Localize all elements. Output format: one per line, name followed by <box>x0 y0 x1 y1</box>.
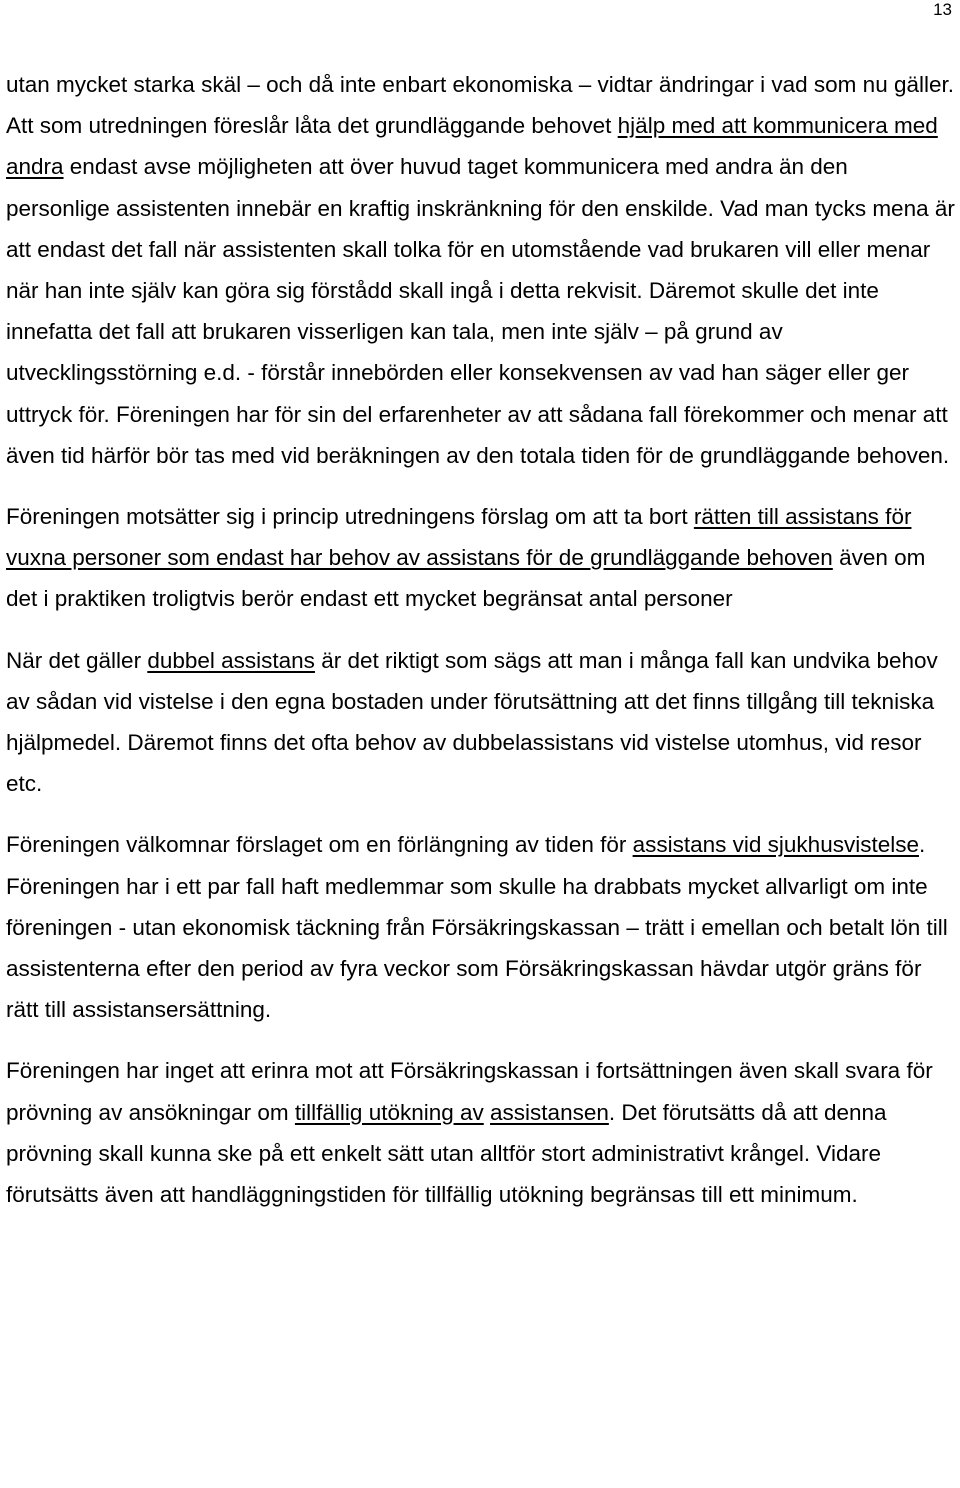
paragraph-6 <box>6 1050 956 1215</box>
paragraph-5-text-a: Föreningen välkomnar förslaget om en förlängning av tiden för <box>6 832 633 858</box>
paragraph-6-text-b: . Det förutsätts då att denna prövning skall kunna ske på ett enkelt sätt utan alltför stort administrativt krångel. Vidare förutsätts även att handläggningstiden för tillfällig utökning begränsas till ett minimum. <box>6 1099 887 1208</box>
underlined-phrase-communication: hjälp med att kommunicera med andra <box>6 113 938 180</box>
paragraph-5-text-b: . Föreningen har i ett par fall haft medlemmar som skulle ha drabbats mycket allvarligt om inte föreningen - utan ekonomisk täckning från Försäkringskassan – trätt i emellan och betalt lön till assistenterna efter den period av fyra veckor som Försäkringskassan hävdar utgör gräns för rätt till assistansersättning. <box>6 832 948 1023</box>
paragraph-3-text-b: även om det i praktiken troligtvis berör endast ett mycket begränsat antal personer <box>6 545 926 612</box>
underlined-phrase-double-assistance: dubbel assistans <box>147 647 315 673</box>
underlined-phrase-assistance: assistansen <box>490 1099 609 1125</box>
underlined-phrase-adult-assistance: rätten till assistans för vuxna personer som endast har behov av assistans för de grundläggande behoven <box>6 504 912 571</box>
paragraph-1: utan mycket starka skäl – och då inte enbart ekonomiska – vidtar ändringar i vad som nu gäller. <box>6 72 954 97</box>
document-body <box>6 64 956 1215</box>
page-number: 13 <box>933 0 952 19</box>
paragraph-4-text-a: När det gäller <box>6 647 148 673</box>
paragraph-4-text-b: är det riktigt som sägs att man i många fall kan undvika behov av sådan vid vistelse i den egna bostaden under förutsättning att det finns tillgång till tekniska hjälpmedel. Däremot finns det ofta behov av dubbelassistans vid vistelse utomhus, vid resor etc. <box>6 647 938 797</box>
paragraph-2 <box>6 105 956 476</box>
paragraph-4 <box>6 640 956 805</box>
paragraph-6-text-a: Föreningen har inget att erinra mot att Försäkringskassan i fortsättningen även skall svara för prövning av ansökningar om <box>6 1058 933 1125</box>
paragraph-3 <box>6 496 956 620</box>
underlined-phrase-hospital-stay: assistans vid sjukhusvistelse <box>632 832 919 858</box>
paragraph-2-text-a: Att som utredningen föreslår låta det grundläggande behovet <box>6 113 618 139</box>
paragraph-2-text-b: endast avse möjligheten att över huvud taget kommunicera med andra än den personlige assistenten innebär en kraftig inskränkning för den enskilde. Vad man tycks mena är att endast det fall när assistenten skall tolka för en utomstående vad brukaren vill eller menar när han inte själv kan göra sig förstådd skall ingå i detta rekvisit. Däremot skulle det inte innefatta det fall att brukaren visserligen kan tala, men inte själv – på grund av utvecklingsstörning e.d. - förstår innebörden eller konsekvensen av vad han säger eller ger uttryck för. Föreningen har för sin del erfarenheter av att sådana fall förekommer och menar att även tid härför bör tas med vid beräkningen av den totala tiden för de grundläggande behoven. <box>6 154 955 468</box>
underlined-phrase-temporary-increase: tillfällig utökning av <box>294 1099 484 1125</box>
paragraph-5 <box>6 824 956 1030</box>
paragraph-3-text-a: Föreningen motsätter sig i princip utredningens förslag om att ta bort <box>6 504 694 530</box>
